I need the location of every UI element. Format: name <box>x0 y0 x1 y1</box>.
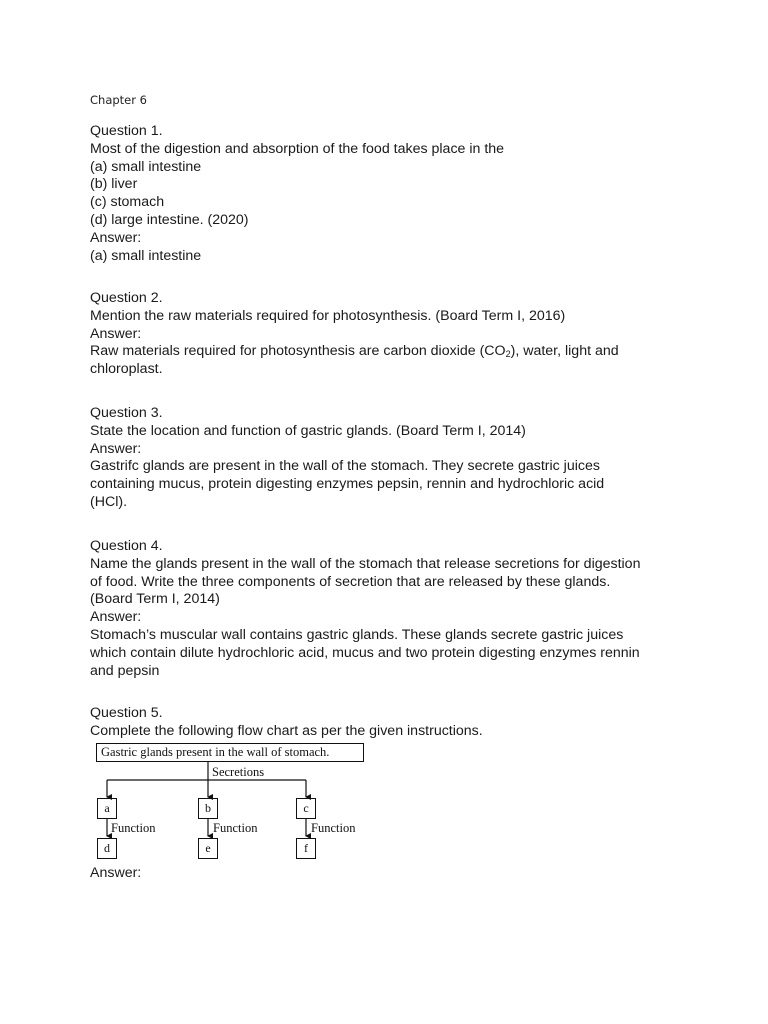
answer-text: and pepsin <box>90 662 160 679</box>
question-text: Name the glands present in the wall of the stomach that release secretions for digestion <box>90 555 641 572</box>
subscript-2: 2 <box>505 349 511 360</box>
box-c: c <box>296 798 316 819</box>
question-text: State the location and function of gastric glands. (Board Term I, 2014) <box>90 422 526 439</box>
answer-text: (HCl). <box>90 493 128 510</box>
answer-label: Answer: <box>90 440 142 457</box>
question-3 <box>90 405 690 512</box>
answer-text-part: ), water, light and <box>510 343 619 360</box>
question-5 <box>90 705 690 741</box>
flow-chart <box>90 742 380 864</box>
box-b: b <box>198 798 218 819</box>
box-f: f <box>296 838 316 859</box>
answer-text-part: Raw materials required for photosynthesis are carbon dioxide (CO <box>90 343 506 360</box>
answer-label: Answer: <box>90 229 142 246</box>
question-text: Most of the digestion and absorption of the food takes place in the <box>90 140 505 157</box>
question-4 <box>90 538 690 680</box>
box-a: a <box>97 798 117 819</box>
answer-label: Answer: <box>90 325 142 342</box>
answer-text <box>90 343 690 361</box>
question-number: Question 3. <box>90 405 163 421</box>
question-text: of food. Write the three components of secretion that are released by these glands. <box>90 573 611 590</box>
question-number: Question 2. <box>90 290 163 306</box>
option-a: (a) small intestine <box>90 158 202 175</box>
question-text: (Board Term I, 2014) <box>90 591 220 608</box>
function-label-2: Function <box>213 821 258 835</box>
function-label-3: Function <box>311 821 356 835</box>
answer-text: which contain dilute hydrochloric acid, mucus and two protein digesting enzymes rennin <box>90 644 640 661</box>
question-5-answer <box>90 865 690 883</box>
answer-label: Answer: <box>90 865 142 881</box>
answer-text: (a) small intestine <box>90 247 202 264</box>
question-text: Mention the raw materials required for photosynthesis. (Board Term I, 2016) <box>90 307 566 324</box>
function-label-1: Function <box>111 821 156 835</box>
option-c: (c) stomach <box>90 194 165 211</box>
chapter-heading: Chapter 6 <box>90 93 147 107</box>
question-1 <box>90 123 690 265</box>
question-number: Question 4. <box>90 538 163 554</box>
question-2 <box>90 290 690 379</box>
answer-text: chloroplast. <box>90 361 163 378</box>
answer-text: containing mucus, protein digesting enzymes pepsin, rennin and hydrochloric acid <box>90 476 605 493</box>
box-d: d <box>97 838 117 859</box>
option-d: (d) large intestine. (2020) <box>90 211 249 228</box>
answer-label: Answer: <box>90 609 142 626</box>
question-number: Question 5. <box>90 705 163 721</box>
option-b: (b) liver <box>90 176 138 193</box>
answer-text: Stomach’s muscular wall contains gastric glands. These glands secrete gastric juices <box>90 626 624 643</box>
top-box: Gastric glands present in the wall of stomach. <box>96 743 364 762</box>
box-e: e <box>198 838 218 859</box>
answer-text: Gastrifc glands are present in the wall of the stomach. They secrete gastric juices <box>90 458 600 475</box>
question-text: Complete the following flow chart as per the given instructions. <box>90 722 483 739</box>
question-number: Question 1. <box>90 123 163 139</box>
secretions-label: Secretions <box>212 765 265 779</box>
